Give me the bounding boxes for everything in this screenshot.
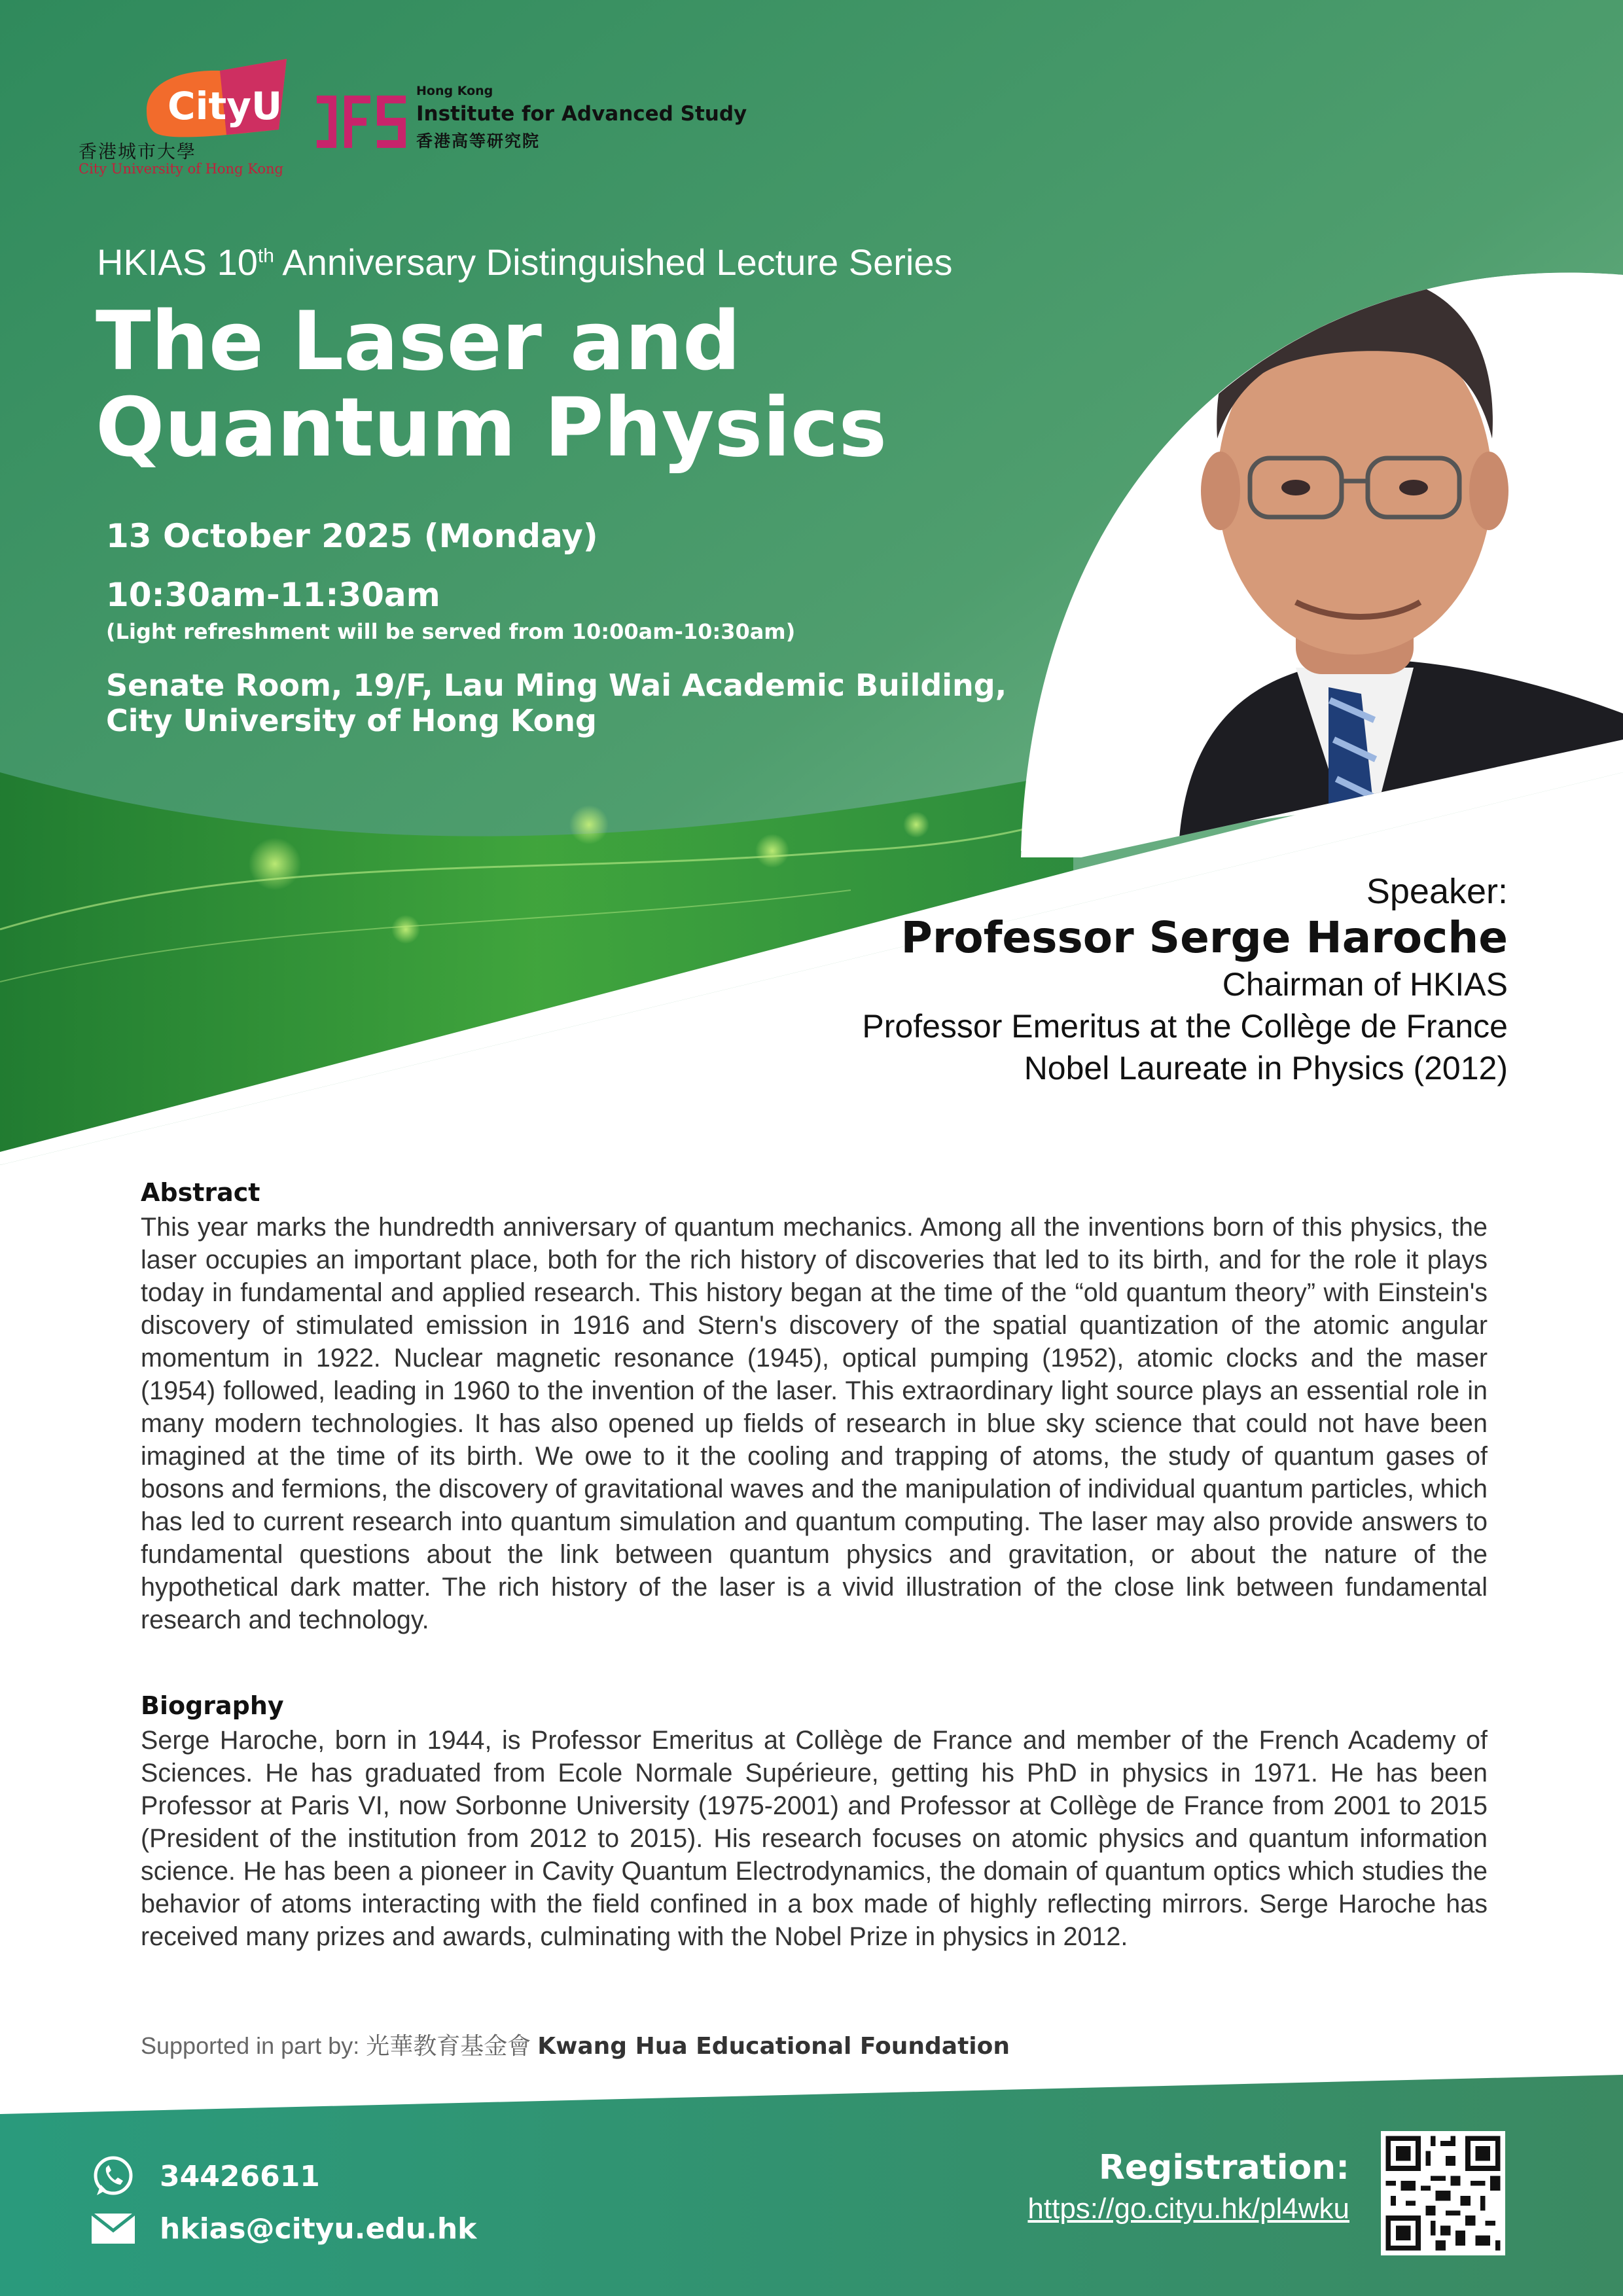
venue-line-1: Senate Room, 19/F, Lau Ming Wai Academic Building,	[106, 668, 1007, 703]
title-line-1: The Laser and	[96, 295, 741, 389]
support-note: Supported in part by: 光華教育基金會 Kwang Hua Educational Foundation	[141, 2032, 1010, 2060]
lecture-series-title: HKIAS 10th Anniversary Distinguished Lecture Series	[97, 242, 953, 283]
envelope-icon	[92, 2214, 135, 2244]
qr-code-icon[interactable]	[1381, 2131, 1505, 2255]
hkias-small-label: Hong Kong	[416, 84, 493, 98]
hkias-logo-mark	[317, 96, 406, 148]
whatsapp-icon	[92, 2155, 135, 2198]
lecture-title	[96, 295, 887, 475]
speaker-role: Chairman of HKIAS	[1222, 966, 1508, 1003]
contact-phone[interactable]: 34426611	[160, 2160, 320, 2193]
biography-text: Serge Haroche, born in 1944, is Professor Emeritus at Collège de France and member of the French Academy of Sciences. He has graduated from Ecole Normale Supérieure, getting his PhD in physics in 1971. He has been Professor at Paris VI, now Sorbonne University (1975-2001) and Professor at Collège de France from 2001 to 2015 (President of the institution from 2012 to 2015). His research focuses on atomic physics and quantum information science. He has been a pioneer in Cavity Quantum Electrodynamics, the domain of quantum optics which studies the behavior of atoms interacting with the field confined in a box made of highly reflecting mirrors. Serge Haroche has received many prizes and awards, culminating with the Nobel Prize in physics in 2012.	[141, 1726, 1488, 1951]
speaker-label: Speaker:	[1366, 872, 1508, 911]
speaker-info	[862, 870, 1508, 1089]
event-time: 10:30am-11:30am	[106, 576, 440, 614]
abstract-heading: Abstract	[141, 1178, 260, 1207]
abstract-text: This year marks the hundredth anniversary of quantum mechanics. Among all the inventions born of this physics, the laser occupies an important place, both for the rich history of discoveries that led to its birth, and for the role it plays today in fundamental and applied research. This history began at the time of the “old quantum theory” with Einstein's discovery of stimulated emission in 1916 and Stern's discovery of the spatial quantization of the atomic angular momentum in 1922. Nuclear magnetic resonance (1945), optical pumping (1952), atomic clocks and the maser (1954) followed, leading in 1960 to the invention of the laser. This extraordinary light source plays an essential role in many modern technologies. It has also opened up fields of research in blue sky science that could not have been imagined at the time of its birth. We owe to it the cooling and trapping of atoms, the study of quantum gases of bosons and fermions, the discovery of gravitational waves and the manipulation of individual quantum particles, which has led to current research into quantum simulation and quantum computing. The laser may also provide answers to fundamental questions about the link between quantum physics and gravitation, or about the nature of the hypothetical dark matter. The rich history of the laser is a vivid illustration of the close link between fundamental research and technology.	[141, 1213, 1488, 1634]
cityu-english-name: City University of Hong Kong	[79, 161, 283, 177]
contact-email[interactable]: hkias@cityu.edu.hk	[160, 2212, 477, 2246]
speaker-name: Professor Serge Haroche	[901, 912, 1508, 963]
registration-link[interactable]: https://go.cityu.hk/pl4wku	[1027, 2193, 1349, 2225]
hkias-chinese-name: 香港高等研究院	[416, 132, 541, 151]
registration-label: Registration:	[1098, 2148, 1349, 2187]
cityu-chinese-name: 香港城市大學	[79, 141, 197, 162]
venue-line-2: City University of Hong Kong	[106, 703, 597, 738]
svg-text:CityU: CityU	[168, 84, 283, 128]
event-venue	[106, 668, 1007, 738]
speaker-role: Nobel Laureate in Physics (2012)	[1024, 1050, 1508, 1086]
event-date: 13 October 2025 (Monday)	[106, 517, 598, 555]
cityu-logo	[141, 56, 292, 148]
speaker-role: Professor Emeritus at the Collège de France	[862, 1008, 1508, 1045]
hkias-name: Institute for Advanced Study	[416, 102, 747, 126]
speaker-portrait	[1021, 151, 1623, 857]
title-line-2: Quantum Physics	[96, 381, 887, 475]
biography-heading: Biography	[141, 1691, 284, 1720]
refreshment-note: (Light refreshment will be served from 10:00am-10:30am)	[106, 619, 796, 644]
